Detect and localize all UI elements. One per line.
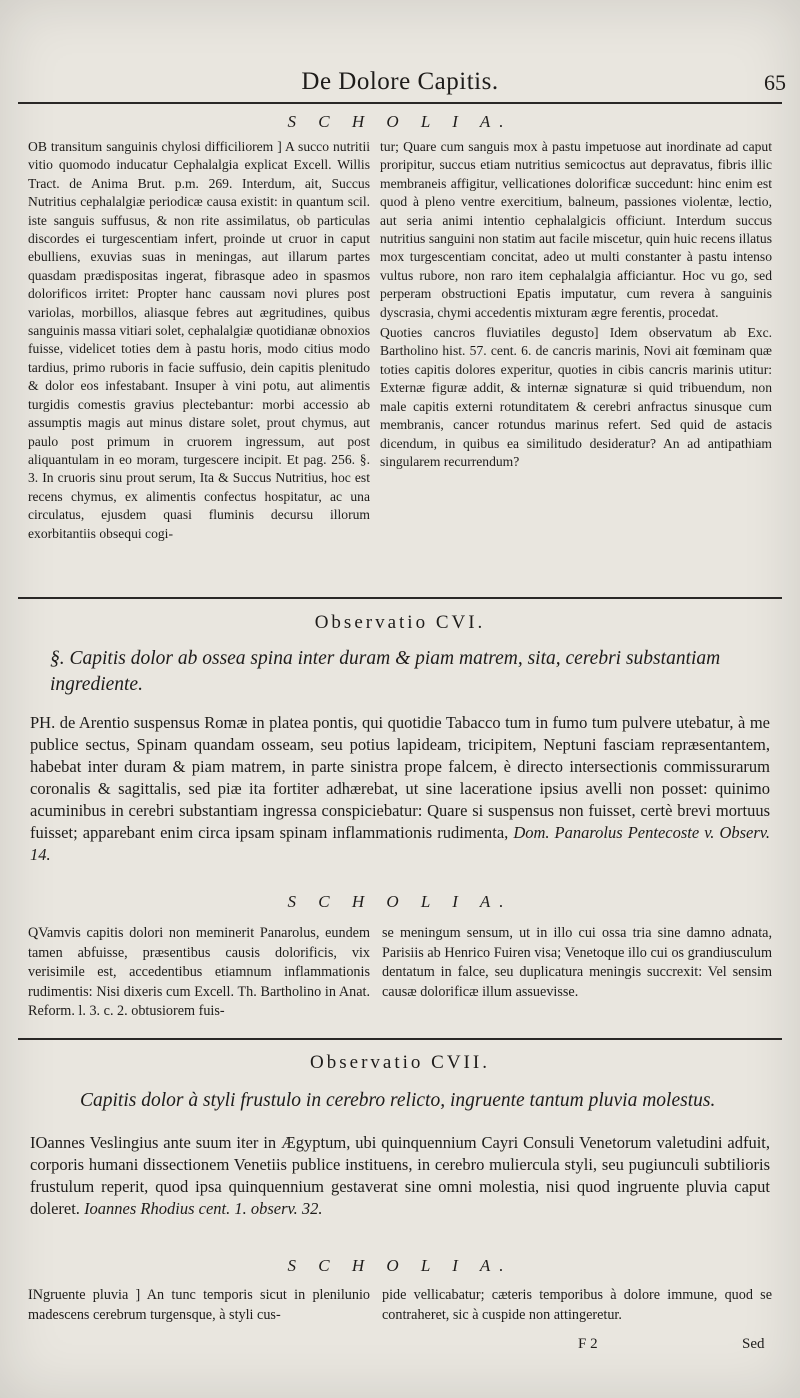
observatio-107-reference: Ioannes Rhodius cent. 1. observ. 32. bbox=[84, 1199, 323, 1218]
catchword: Sed bbox=[742, 1336, 765, 1352]
scholia3-left-text: INgruente pluvia ] An tunc temporis sicut in plenilunio madescens cerebrum turgensque, à styli cus- bbox=[28, 1287, 370, 1323]
observatio-107-text: IOannes Veslingius ante suum iter in Ægyptum, ubi quinquennium Cayri Consuli Venetorum valetudini adfuit, corporis humani dissectionem Venetiis publice instituens, in cerebro muliercula styli, seu pugiunculi subtilioris frustulum reperit, quod ipsa quinquennium gestaverat sine omni molestia, nisi quod ingruente pluvia caput doleret. bbox=[30, 1133, 770, 1218]
scholia2-right-column bbox=[382, 924, 772, 1024]
observatio-106-body bbox=[30, 712, 770, 888]
scholia2-right-text: se meningum sensum, ut in illo cui ossa tria sine damno adnata, Parisiis ab Henrico Fuiren visa; Venetoque illo cui os grandiusculum dentatum in falce, seu duplicatura meningis succrexit: Vel sensim causæ dolorificæ illum assuevisse. bbox=[382, 925, 772, 1000]
scholia-label-2: S C H O L I A. bbox=[287, 892, 513, 911]
scholia3-left-column bbox=[28, 1286, 370, 1332]
section-rule-106 bbox=[18, 597, 782, 599]
scholia1-left-column bbox=[28, 138, 370, 590]
signature-mark: F 2 bbox=[578, 1336, 598, 1352]
scholia-label-3: S C H O L I A. bbox=[287, 1256, 513, 1275]
scholia1-right-text-2: Quoties cancros fluviatiles degusto] Idem observatum ab Exc. Bartholino hist. 57. cent. 6. de cancris marinis, Novi ait fœminam quæ toties capitis dolores experitur, quoties in cibis cancris marinis utitur: Externæ figuræ addit, & internæ signaturæ si quid tribuendum, non male capitis externi rotunditatem & cerebri anfractus sinusque cum membranis, cancer rotundus marinus refert. Sed quid de astacis dicendum, in quibus ea similitudo desideratur? An ad antipathiam singularem recurrendum? bbox=[380, 325, 772, 469]
scholia2-left-column bbox=[28, 924, 370, 1024]
scholia-label-1: S C H O L I A. bbox=[287, 112, 513, 131]
header-rule bbox=[18, 102, 782, 104]
observatio-107-heading: Observatio CVII. bbox=[310, 1052, 490, 1073]
running-head: De Dolore Capitis. bbox=[301, 68, 499, 95]
scholia1-right-text-1: tur; Quare cum sanguis mox à pastu impetuose aut inordinate ad caput proripitur, succus etiam nutritius semicoctus aut depravatus, fibris illic membraneis affigitur, vellicationes dolorificæ succedunt: hinc enim est quod à pleno ventre exercitium, balneum, passiones violentæ, lectio, aut seria animi intentio cephalalgicis officiunt. Interdum succus nutritius sanguini non statim aut facile miscetur, quin huic recens illatus mox turgescentiam concitat, adeo ut multi constanter à pastu intenso vultus rubore, non raro item cephalalgia afficiantur. Hoc vu go, sed perperam obstructioni Epatis imputatur, cum revera à sanguinis dyscrasia, chymi accedentis mixturam ægre ferentis, procedat. bbox=[380, 139, 772, 320]
scholia1-left-text: OB transitum sanguinis chylosi difficiliorem ] A succo nutritii vitio quomodo inducatur Cephalalgia explicat Excell. Willis Tract. de Anima Brut. p.m. 269. Interdum, ait, Succus Nutritius cephalalgiæ periodicæ causa existit: in quantum scil. iste sanguis suffusus, & non rite assimilatus, ob particulas discordes ei turgescentiam infert, proinde ut cruor in caput ebulliens, exuvias suas in meningas, aut illarum partes quasdam prædispositas ingerat, fibrasque adeo in spasmos dolorificos irritet: Propter hanc caussam novi plures post variolas, morbillos, aliasque febres aut ægritudines, quibus sanguinis massa vitiari solet, cephalalgiæ quotidianæ obnoxios fuisse, videlicet toties dem à pastu horis, modo citius modo tardius, primo ruboris in facie suffusio, dein capitis plenitudo & dolor eos infestabant. Insuper à vini potu, aut alimentis turgidis comestis gravius plectebantur: morbi accessio ab assumptis magis aut minus distare solet, prout chymus, aut paulo post primum in cruorem ingressum, aut post aliquantulam in eo moram, turgescere incipit. Et pag. 256. §. 3. In cruoris sinu prout serum, Ita & Succus Nutritius, hoc est recens chymus, ex alimentis confectus hospitatur, ac una circulatus, ejusdem quasi fluminis decursu illorum exorbitantiis obsequi cogi- bbox=[28, 139, 370, 541]
scholia1-right-column bbox=[380, 138, 772, 590]
scholia3-right-column bbox=[382, 1286, 772, 1332]
observatio-106-text: PH. de Arentio suspensus Romæ in platea pontis, qui quotidie Tabacco tum in fumo tum pulvere utebatur, à me publice sectus, Spinam quandam osseam, seu potius lapideam, tricipitem, Neptuni fasciam repræsentantem, habebat inter duram & piam matrem, in parte sinistra prope falcem, è directo intersectionis commissurarum coronalis & sagittalis, sed piæ ita fortiter adhærebat, ut sine laceratione ipsius avelli non posset: quinimo acuminibus in cerebri substantiam ingressa conspiciebatur: Quare si suspensus non fuisset, certè brevi mortuus fuisset; apparebant enim circa ipsam spinam inflammationis rudimenta, bbox=[30, 713, 770, 842]
page-number: 65 bbox=[764, 70, 786, 95]
observatio-107-title: Capitis dolor à styli frustulo in cerebro relicto, ingruente tantum pluvia molestus. bbox=[80, 1090, 716, 1111]
observatio-106-heading: Observatio CVI. bbox=[314, 612, 486, 633]
observatio-106-reference: Dom. Panarolus Pentecoste v. Observ. 14. bbox=[30, 823, 770, 864]
observatio-107-body bbox=[30, 1132, 770, 1246]
observatio-106-title: §. Capitis dolor ab ossea spina inter duram & piam matrem, sita, cerebri substantiam ingrediente. bbox=[50, 648, 721, 695]
section-rule-107 bbox=[18, 1038, 782, 1040]
scholia3-right-text: pide vellicabatur; cæteris temporibus à dolore immune, quod se contraheret, sic à cuspide non attingeretur. bbox=[382, 1287, 772, 1323]
scholia2-left-text: QVamvis capitis dolori non meminerit Panarolus, eundem tamen abfuisse, præsentibus causis dolorificis, vix verisimile est, accedentibus etiamnum inflammationis rudimentis: Nisi dixeris cum Excell. Th. Bartholino in Anat. Reform. l. 3. c. 2. obtusiorem fuis- bbox=[28, 925, 370, 1019]
